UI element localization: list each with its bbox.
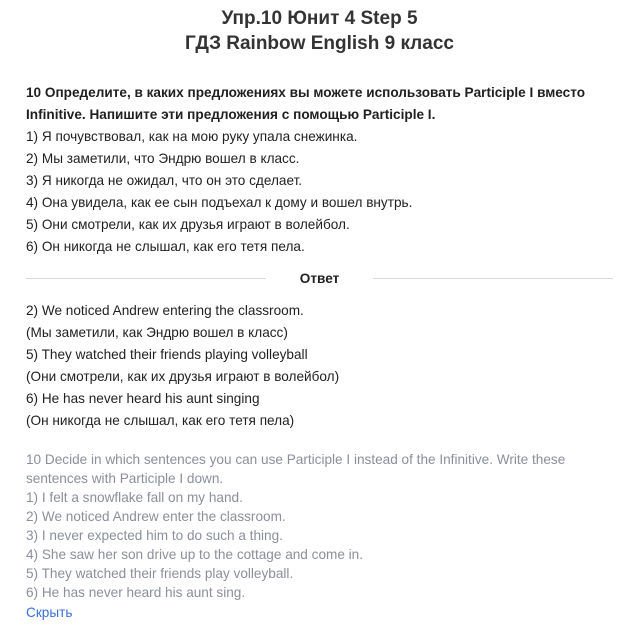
task-item: 5) Они смотрели, как их друзья играют в волейбол.: [26, 217, 350, 232]
translation-item: 6) He has never heard his aunt sing.: [26, 585, 246, 600]
answer-line: 6) He has never heard his aunt singing: [26, 391, 260, 406]
task-item: 2) Мы заметили, что Эндрю вошел в класс.: [26, 151, 300, 166]
task-section: [26, 82, 613, 258]
divider-line-right: [373, 278, 613, 279]
task-item: 1) Я почувствовал, как на мою руку упала снежинка.: [26, 129, 358, 144]
page-title: Упр.10 Юнит 4 Step 5: [221, 8, 418, 29]
answers-section: [26, 300, 613, 432]
translation-heading: 10 Decide in which sentences you can use Participle I instead of the Infinitive. Write these sentences with Participle I down.: [26, 452, 566, 486]
answer-line: (Он никогда не слышал, как его тетя пела): [26, 413, 295, 428]
answer-line: (Они смотрели, как их друзья играют в волейбол): [26, 369, 340, 384]
divider-line-left: [26, 278, 266, 279]
translation-section: [26, 450, 613, 622]
hide-translation-link[interactable]: Скрыть: [26, 605, 73, 620]
translation-item: 3) I never expected him to do such a thing.: [26, 528, 283, 543]
answer-line: (Мы заметили, как Эндрю вошел в класс): [26, 325, 288, 340]
task-heading: 10 Определите, в каких предложениях вы можете использовать Participle I вместо Infinitive. Напишите эти предложения с помощью Participle I.: [26, 85, 586, 122]
translation-item: 1) I felt a snowflake fall on my hand.: [26, 490, 243, 505]
answer-line: 2) We noticed Andrew entering the classroom.: [26, 303, 304, 318]
task-list: [26, 126, 613, 258]
answer-label: Ответ: [299, 270, 340, 286]
answer-divider: [26, 268, 613, 288]
task-item: 4) Она увидела, как ее сын подъехал к дому и вошел внутрь.: [26, 195, 413, 210]
task-item: 3) Я никогда не ожидал, что он это сделает.: [26, 173, 303, 188]
translation-item: 5) They watched their friends play volleyball.: [26, 566, 294, 581]
page-subtitle: ГДЗ Rainbow English 9 класс: [185, 33, 454, 54]
answer-line: 5) They watched their friends playing volleyball: [26, 347, 308, 362]
task-item: 6) Он никогда не слышал, как его тетя пела.: [26, 239, 305, 254]
translation-item: 4) She saw her son drive up to the cottage and come in.: [26, 547, 364, 562]
translation-item: 2) We noticed Andrew enter the classroom.: [26, 509, 286, 524]
